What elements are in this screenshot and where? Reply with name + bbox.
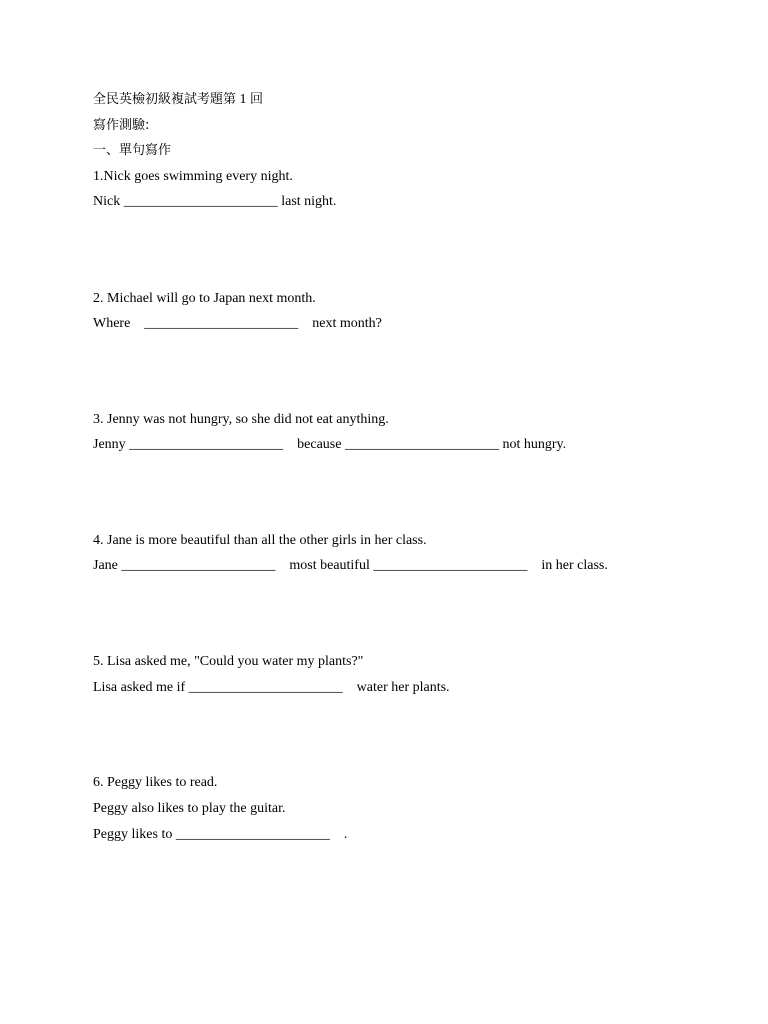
question-5-answer-line: Lisa asked me if ______________________ water her plants. <box>93 680 450 695</box>
question-6-context-line: Peggy also likes to play the guitar. <box>93 801 286 816</box>
exam-title-suffix: 回 <box>250 92 264 107</box>
section-heading: 一、單句寫作 <box>93 143 172 158</box>
question-4-answer-line: Jane ______________________ most beautiful ______________________ in her class. <box>93 558 608 573</box>
question-5-prompt: 5. Lisa asked me, "Could you water my plants?" <box>93 654 364 669</box>
question-6-prompt: 6. Peggy likes to read. <box>93 775 218 790</box>
question-4-prompt: 4. Jane is more beautiful than all the other girls in her class. <box>93 533 427 548</box>
exam-title <box>93 91 263 109</box>
question-3-answer-line: Jenny ______________________ because ______________________ not hungry. <box>93 437 567 452</box>
question-6-answer-line: Peggy likes to ______________________ . <box>93 827 348 842</box>
question-2-prompt: 2. Michael will go to Japan next month. <box>93 291 316 306</box>
question-2-answer-line: Where ______________________ next month? <box>93 316 382 331</box>
exam-title-number: 1 <box>236 92 251 107</box>
question-3-prompt: 3. Jenny was not hungry, so she did not eat anything. <box>93 412 389 427</box>
exam-title-prefix: 全民英檢初級複試考題第 <box>93 92 237 107</box>
question-1-answer-line: Nick ______________________ last night. <box>93 194 337 209</box>
question-1-prompt: 1.Nick goes swimming every night. <box>93 169 293 184</box>
exam-subtitle: 寫作測驗: <box>93 118 150 133</box>
